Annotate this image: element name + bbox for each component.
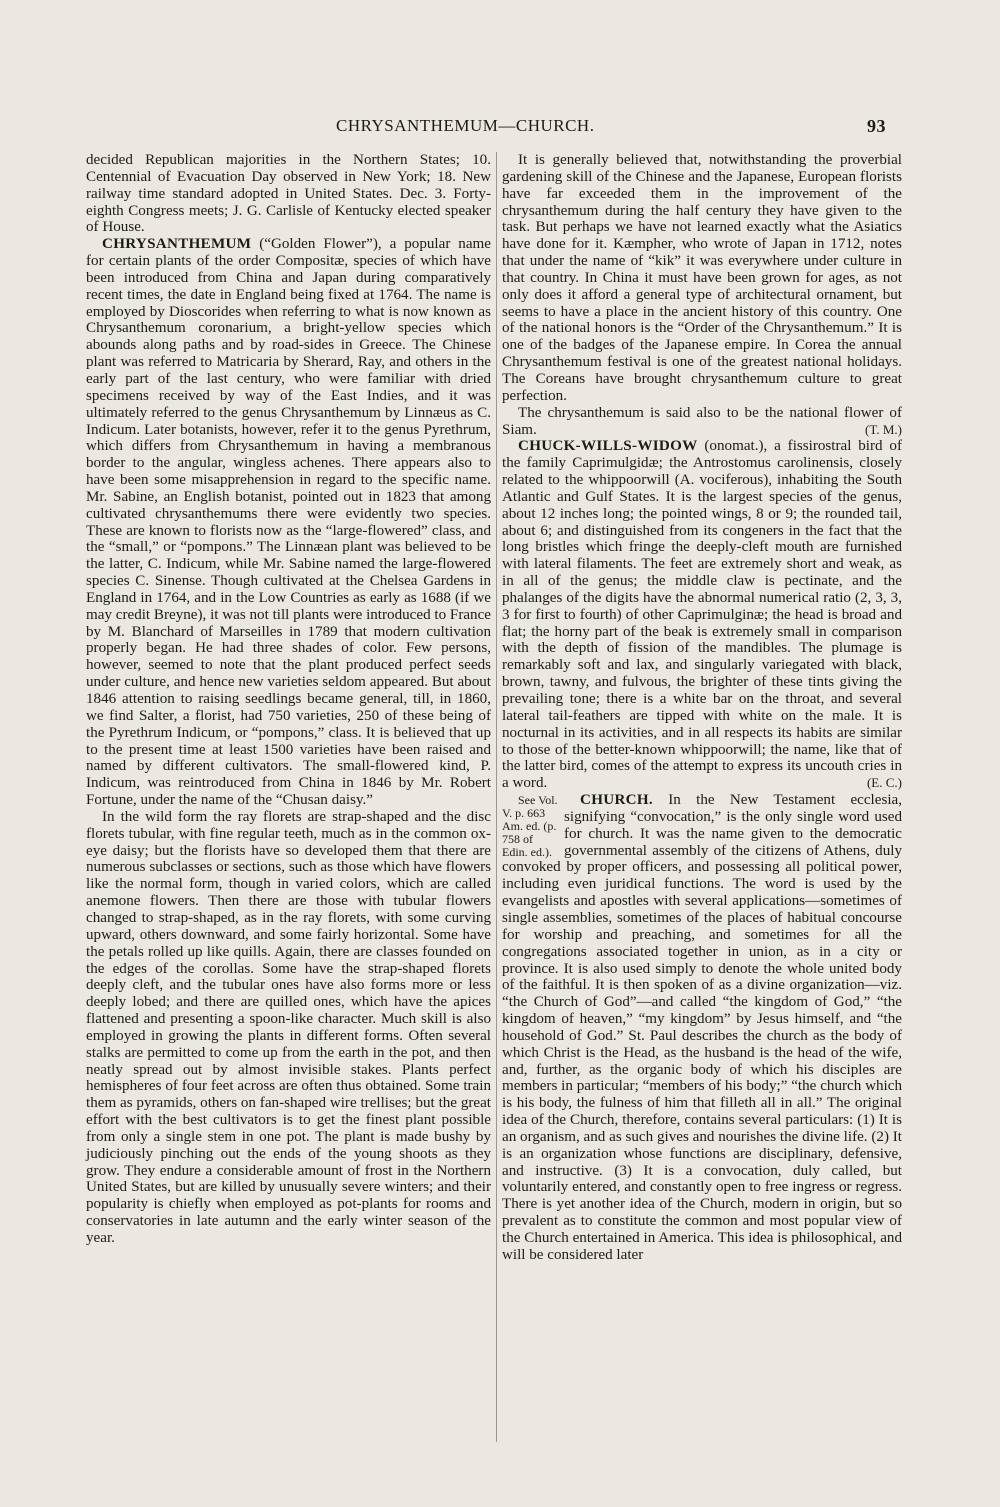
author-signature: (T. M.) [865, 421, 902, 437]
author-signature: (E. C.) [866, 775, 902, 791]
paragraph-siam [502, 405, 902, 439]
entry-body: In the New Testament ecclesia, signifying “convocation,” is the only single word used for church. It was the name given to the democratic governmental assembly of the citizens of Athens, duly convoked by proper officers, and possessing all political power, including even juridical functions. The word is used by the evangelists and apostles with several applications—sometimes of single assemblies, sometimes of the places of habitual concourse for worship and preaching, and sometimes for all the congregations associated together in union, as in a city or province. It is also used simply to denote the whole united body of the faithful. It is then spoken of as a divine organization—viz. “the Church of God”—and called “the kingdom of God,” “the kingdom of heaven,” “my kingdom” by Jesus himself, and “the household of God.” St. Paul describes the church as the body of which Christ is the Head, as the husband is the head of the wife, and, further, as the organic body of which his disciples are members in particular; “members of his body;” “the church which is his body, the fulness of him that filleth all in all.” The original idea of the Church, therefore, contains several particulars: (1) It is an organism, and as such gives and nourishes the divine life. (2) It is an organization whose functions are disciplinary, defensive, and instructive. (3) It is a convocation, duly called, but voluntarily entered, and constantly open to free ingress or regress. There is yet another idea of the Church, modern in origin, but so prevalent as to constitute the common and most popular view of the Church entertained in America. This idea is philosophical, and will be considered later [502, 792, 902, 1263]
entry-chuck-wills-widow [502, 438, 902, 792]
page-title: CHRYSANTHEMUM—CHURCH. [336, 116, 595, 135]
margin-note: See Vol. V. p. 663 Am. ed. (p. 758 of Edin. ed.). [502, 793, 558, 860]
entry-body: (“Golden Flower”), a popular name for certain plants of the order Compositæ, species of which have been introduced from China and Japan during comparatively recent times, the date in England being fixed at 1764. The name is employed by Dioscorides when referring to what is now known as Chrysanthemum coronarium, a bright-yellow species which abounds along paths and by road-sides in Greece. The Chinese plant was referred to Matricaria by Sherard, Ray, and others in the early part of the last century, who were familiar with dried specimens received by way of the East Indies, and it was ultimately referred to the genus Chrysanthemum by Linnæus as C. Indicum. Later botanists, however, refer it to the genus Pyrethrum, which differs from Chrysanthemum in having a membranous border to the angular, wingless achenes. There appears also to have been some misapprehension in regard to the specific name. Mr. Sabine, an English botanist, pointed out in 1823 that among cultivated chrysanthemums there were evidently two species. These are known to florists now as the “large-flowered” class, and the “small,” or “pompons.” The Linnæan plant was believed to be the latter, C. Indicum, while Mr. Sabine named the large-flowered species C. Sinense. Though cultivated at the Chelsea Gardens in England in 1764, and in the Low Countries as early as 1688 (if we may credit Breyne), it was not till plants were introduced to France by M. Blanchard of Marseilles in 1789 that modern cultivation properly began. He had three shades of color. Few persons, however, seemed to note that the plant produced perfect seeds under culture, and hence new varieties seldom appeared. But about 1846 attention to raising seedlings became general, till, in 1860, we find Salter, a florist, had 750 varieties, 250 of these being of the Pyrethrum Indicum, or “pompons,” class. It is believed that up to the present time at least 1500 varieties have been raised and named by different cultivators. The small-flowered kind, P. Indicum, was reintroduced from China in 1846 by Mr. Robert Fortune, under the name of the “Chusan daisy.” [86, 236, 491, 809]
entry-church [502, 792, 902, 1264]
left-column [86, 152, 491, 1247]
paragraph-siam-text: The chrysanthemum is said also to be the national flower of Siam. [502, 404, 902, 438]
right-column [502, 152, 902, 1264]
paragraph-election-events: decided Republican majorities in the Northern States; 10. Centennial of Evacuation Day observed in New York; 18. New railway time standard adopted in United States. Dec. 3. Forty-eighth Congress meets; J. G. Carlisle of Kentucky elected speaker of House. [86, 152, 491, 236]
entry-heading: CHRYSANTHEMUM [102, 236, 252, 253]
entry-heading: CHURCH. [580, 792, 653, 809]
page-number: 93 [867, 116, 886, 136]
entry-heading: CHUCK-WILLS-WIDOW [518, 438, 698, 455]
column-divider [496, 152, 497, 1442]
entry-chrysanthemum [86, 236, 491, 809]
entry-body: (onomat.), a fissirostral bird of the family Caprimulgidæ; the Antrostomus carolinensis, closely related to the whippoorwill (A. vociferous), inhabiting the South Atlantic and Gulf States. It is the largest species of the genus, about 12 inches long; the pointed wings, 8 or 9; the rounded tail, about 6; and distinguished from its congeners in the fact that the long bristles which fringe the deeply-cleft mouth are furnished with lateral filaments. The feet are extremely short and weak, as in all of the genus; the middle claw is pectinate, and the phalanges of the digits have the abnormal numerical ratio (2, 3, 3, 3 for first to fourth) of other Caprimulginæ; the head is broad and flat; the horny part of the beak is extremely small in comparison with the depth of fission of the mandibles. The plumage is remarkably soft and lax, and singularly variegated with black, brown, tawny, and fulvous, the brighter of these tints giving the prevailing tone; there is a white bar on the throat, and several lateral tail-feathers are tipped with white on the male. It is nocturnal in its activities, and in all respects its habits are similar to those of the better-known whippoorwill; the name, like that of the latter bird, comes of the attempt to express its uncouth cries in a word. [502, 438, 902, 792]
paragraph-florets: In the wild form the ray florets are strap-shaped and the disc florets tubular, with fine regular teeth, much as in the common ox-eye daisy; but the florists have so developed them that there are numerous subclasses or sections, such as those which have flowers like the normal form, though in varied colors, which are called anemone flowers. Then there are those with tubular flowers changed to strap-shaped, as in the ray florets, with some curving upward, others downward, and some fairly horizontal. Some have the petals rolled up like quills. Again, there are classes founded on the edges of the corollas. Some have the strap-shaped florets deeply cleft, and the tubular ones have also forms more or less deeply lobed; and there are quilled ones, which have the apices flattened and presenting a spoon-like character. Much skill is also employed in growing the plants in different forms. Often several stalks are permitted to come up from the earth in the pot, and then neatly spread out by almost invisible stakes. Plants perfect hemispheres of four feet across are often thus obtained. Some train them as pyramids, others on fan-shaped wire trellises; but the great effort with the best cultivators is to get the finest plant possible from only a single stem in one pot. The plant is made bushy by judiciously pinching out the ends of the young shoots as they grow. They endure a considerable amount of frost in the Northern United States, but are killed by unusually severe winters; and their popularity is chiefly when employed as pot-plants for rooms and conservatories in late autumn and the early winter season of the year. [86, 808, 491, 1246]
paragraph-japan: It is generally believed that, notwithstanding the proverbial gardening skill of the Chinese and the Japanese, European florists have far exceeded them in the improvement of the chrysanthemum during the half century they have given to the task. But perhaps we have not learned exactly what the Asiatics have done for it. Kæmpher, who wrote of Japan in 1712, notes that under the name of “kik” it was everywhere under culture in that country. In China it must have been grown for ages, as not only does it afford a general type of architectural ornament, but seems to have a place in the ancient history of this country. One of the national honors is the “Order of the Chrysanthemum.” It is one of the badges of the Japanese empire. In Corea the annual Chrysanthemum festival is one of the greatest national holidays. The Coreans have brought chrysanthemum culture to great perfection. [502, 152, 902, 404]
